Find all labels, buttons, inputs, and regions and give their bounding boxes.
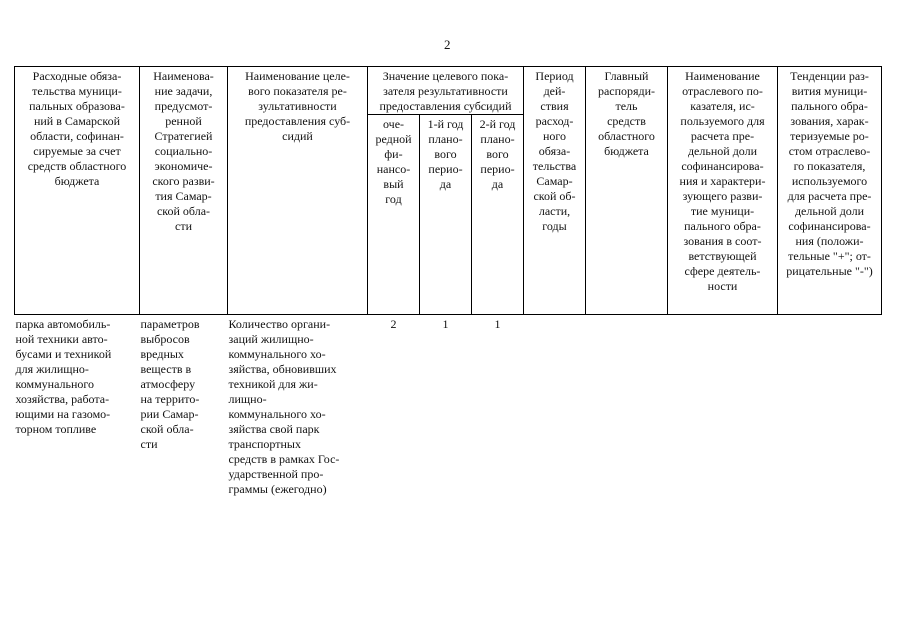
row-obligations: парка автомобиль- ной техники авто- бусами и техникой для жилищно- коммунального хозяйства, работа- ющими на газомо- торном топливе — [15, 317, 112, 436]
header-indicator-value: Значение целевого пока- зателя результативности предоставления субсидий — [368, 67, 524, 115]
row-task: параметров выбросов вредных веществ в атмосферу на террито- рии Самар- ской обла- сти — [140, 317, 200, 451]
row-trends — [778, 315, 882, 498]
row-current-year-value: 2 — [390, 317, 397, 331]
row-indicator-name: Количество органи- заций жилищно- коммунального хо- зяйства, обновивших техникой для жи- лищно- коммунального хо- зяйства свой парк транспортных средств в рамках Гос- ударственной про- граммы (ежегодно) — [228, 317, 340, 496]
targets-table — [14, 66, 882, 497]
header-obligations: Расходные обяза- тельства муници- пальных образова- ний в Самарской области, софинан- сируемые за счет средств областного бюджета — [15, 67, 140, 315]
page-number: 2 — [444, 37, 451, 52]
table-row — [15, 315, 882, 498]
header-trends: Тенденции раз- вития муници- пального обра- зования, харак- теризуемые ро- стом отраслево- го показателя, используемого для расчета пре- дельной доли софинансирова- ния (положи- тельные "+"; от- рицательные "-") — [778, 67, 882, 315]
row-manager — [586, 315, 668, 498]
subheader-current-year: оче- редной фи- нансо- вый год — [368, 115, 420, 315]
header-sector-indicator: Наименование отраслевого по- казателя, ис- пользуемого для расчета пре- дельной доли софинансирова- ния и характери- зующего разви- тие муници- пального обра- зования в соот- ветствующей сфере деятель- ности — [668, 67, 778, 315]
subheader-plan-year-1: 1-й год плано- вого перио- да — [420, 115, 472, 315]
header-row — [15, 67, 882, 115]
header-task: Наименова- ние задачи, предусмот- ренной Стратегией социально- экономиче- ского разви- тия Самар- ской обла- сти — [140, 67, 228, 315]
row-period — [524, 315, 586, 498]
row-plan-year-2-value: 1 — [494, 317, 501, 331]
header-indicator-name: Наименование целе- вого показателя ре- зультативности предоставления суб- сидий — [228, 67, 368, 315]
row-plan-year-1-value: 1 — [442, 317, 449, 331]
row-sector-indicator — [668, 315, 778, 498]
subheader-plan-year-2: 2-й год плано- вого перио- да — [472, 115, 524, 315]
header-manager: Главный распоряди- тель средств областного бюджета — [586, 67, 668, 315]
header-period: Период дей- ствия расход- ного обяза- тельства Самар- ской об- ласти, годы — [524, 67, 586, 315]
